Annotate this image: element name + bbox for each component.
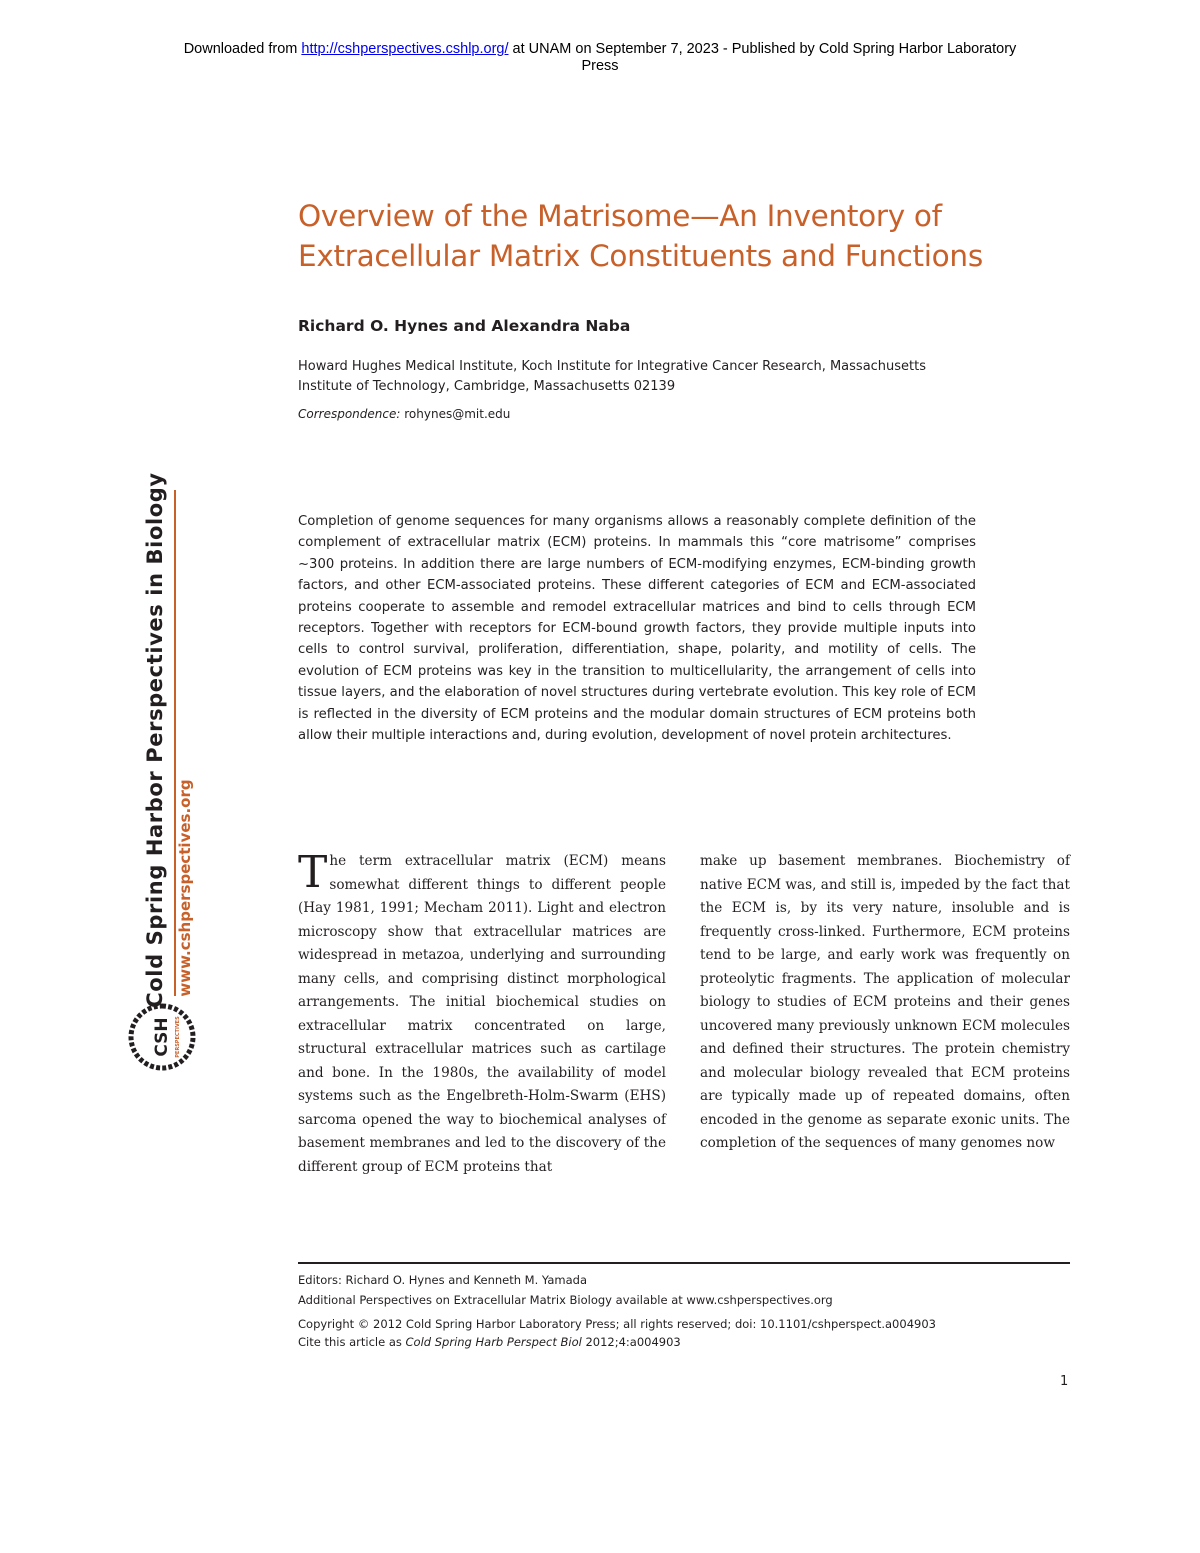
correspondence-email[interactable]: rohynes@mit.edu [404, 407, 511, 421]
authors: Richard O. Hynes and Alexandra Naba [298, 317, 631, 335]
cite-suffix: 2012;4:a004903 [581, 1335, 681, 1349]
affiliation-line-1: Howard Hughes Medical Institute, Koch Institute for Integrative Cancer Research, Massachusetts [298, 359, 927, 374]
banner-line2: Press [581, 58, 619, 74]
body-column-left [298, 847, 666, 1179]
editors-line: Editors: Richard O. Hynes and Kenneth M. Yamada [298, 1273, 587, 1287]
cite-journal: Cold Spring Harb Perspect Biol [405, 1335, 582, 1349]
cite-prefix: Cite this article as [298, 1335, 406, 1349]
footer-divider [298, 1262, 1070, 1264]
citation-line [298, 1334, 1070, 1350]
banner-suffix: at UNAM on September 7, 2023 - Published by Cold Spring Harbor Laboratory [508, 41, 1017, 57]
body-left-text: he term extracellular matrix (ECM) means somewhat different things to different people (Hay 1981, 1991; Mecham 2011). Light and electron microscopy show that extracellular matrices are widespread in metazoa, underlying and surrounding many cells, and comprising distinct morphological arrangements. The initial biochemical studies on extracellular matrix concentrated on large, structural extracellular matrices such as cartilage and bone. In the 1980s, the availability of model systems such as the Engelbreth-Holm-Swarm (EHS) sarcoma opened the way to biochemical analyses of basement membranes and led to the discovery of the different group of ECM proteins that [298, 853, 666, 1175]
copyright-line: Copyright © 2012 Cold Spring Harbor Laboratory Press; all rights reserved; doi: 10.1101/cshperspect.a004903 [298, 1317, 936, 1331]
title-line-1: Overview of the Matrisome—An Inventory of [298, 199, 942, 233]
affiliation [298, 357, 998, 397]
title-line-2: Extracellular Matrix Constituents and Functions [298, 239, 983, 273]
journal-url-vertical[interactable]: www.cshperspectives.org [176, 779, 194, 997]
correspondence [298, 407, 510, 421]
abstract: Completion of genome sequences for many organisms allows a reasonably complete definition of the complement of extracellular matrix (ECM) proteins. In mammals this “core matrisome” comprises ~300 proteins. In addition there are large numbers of ECM-modifying enzymes, ECM-binding growth factors, and other ECM-associated proteins. These different categories of ECM and ECM-associated proteins cooperate to assemble and remodel extracellular matrices and bind to cells through ECM receptors. Together with receptors for ECM-bound growth factors, they provide multiple inputs into cells to control survival, proliferation, differentiation, shape, polarity, and motility of cells. The evolution of ECM proteins was key in the transition to multicellularity, the arrangement of cells into tissue layers, and the elaboration of novel structures during vertebrate evolution. This key role of ECM is reflected in the diversity of ECM proteins and the modular domain structures of ECM proteins both allow their multiple interactions and, during evolution, development of novel protein architectures. [298, 514, 976, 744]
correspondence-label: Correspondence: [298, 407, 401, 421]
journal-name-vertical: Cold Spring Harbor Perspectives in Biology [143, 472, 167, 1008]
page-number: 1 [1060, 1374, 1069, 1389]
banner-link[interactable]: http://cshperspectives.cshlp.org/ [301, 41, 509, 57]
article-title [298, 196, 1098, 276]
logo-text: CSH [152, 1017, 172, 1057]
body-column-right: make up basement membranes. Biochemistry of native ECM was, and still is, impeded by the fact that the ECM is, by its very nature, insoluble and is frequently cross-linked. Furthermore, ECM proteins tend to be large, and early work was frequently on proteolytic fragments. The application of molecular biology to studies of ECM proteins and their genes uncovered many previously unknown ECM molecules and defined their structures. The protein chemistry and molecular biology revealed that ECM proteins are typically made up of repeated domains, often encoded in the genome as separate exonic units. The completion of the sequences of many genomes now [700, 853, 1070, 1151]
drop-cap: T [298, 847, 328, 898]
csh-logo [127, 1002, 197, 1072]
logo-subtext: PERSPECTIVES [175, 1016, 181, 1058]
banner-prefix: Downloaded from [183, 41, 302, 57]
additional-perspectives: Additional Perspectives on Extracellular Matrix Biology available at www.cshperspectives.org [298, 1293, 833, 1307]
download-banner [120, 41, 1080, 75]
affiliation-line-2: Institute of Technology, Cambridge, Massachusetts 02139 [298, 379, 676, 394]
